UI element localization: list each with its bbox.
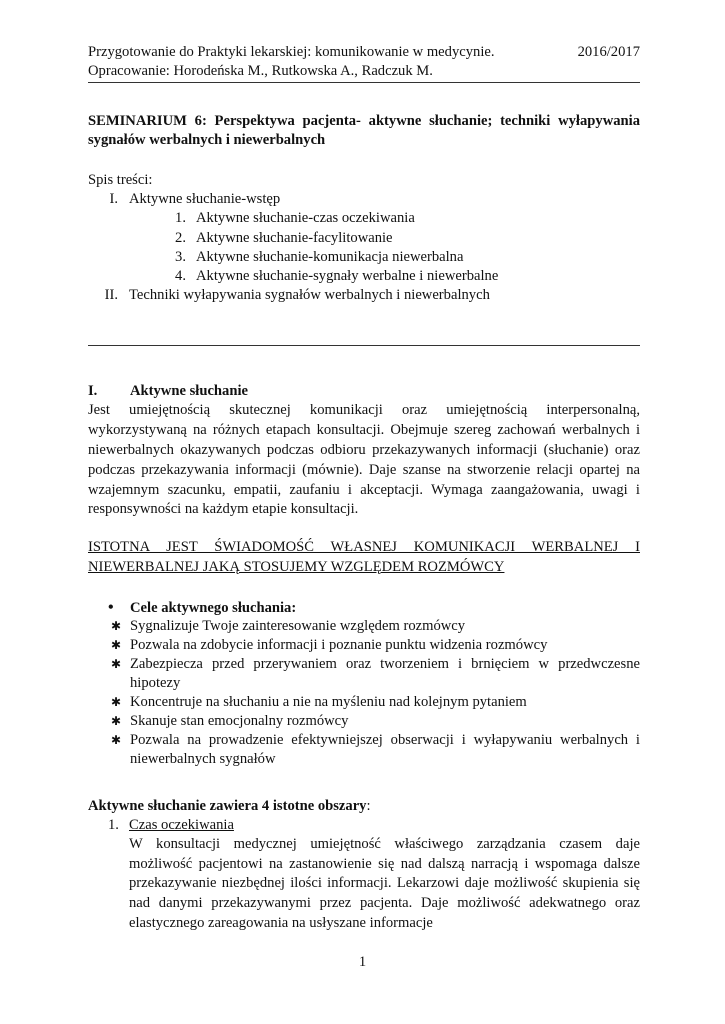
area-line: W konsultacji medycznej umiejętność właściwego zarządzania czasem daje xyxy=(129,836,640,852)
goals-heading xyxy=(108,598,296,618)
asterisk-bullet-icon: ✱ xyxy=(111,619,122,633)
toc-item-text: Aktywne słuchanie-sygnały werbalne i niewerbalne xyxy=(196,268,499,285)
goals-list xyxy=(108,617,640,769)
toc-item-number: II. xyxy=(104,287,118,304)
area-line: elastycznego zareagowania na usłyszane informacje xyxy=(129,914,433,931)
toc-item xyxy=(0,190,725,209)
asterisk-bullet-icon: ✱ xyxy=(111,657,122,671)
section-number: I. xyxy=(88,383,98,399)
goal-item xyxy=(108,712,640,731)
toc-item xyxy=(0,248,725,267)
asterisk-bullet-icon: ✱ xyxy=(111,714,122,728)
goal-text: hipotezy xyxy=(130,675,181,691)
toc-item-number: 1. xyxy=(175,210,186,227)
asterisk-bullet-icon: ✱ xyxy=(111,733,122,747)
area-line: nad danymi przekazywanymi przez pacjenta. Daje możliwość adekwatnego oraz xyxy=(129,895,640,912)
toc-item-number: 4. xyxy=(175,268,186,285)
goal-item xyxy=(108,655,640,693)
header-academic-year: 2016/2017 xyxy=(577,44,640,60)
toc-item-number: 3. xyxy=(175,248,186,265)
table-of-contents xyxy=(0,190,725,306)
intro-paragraph xyxy=(88,401,640,520)
goal-text: Pozwala na prowadzenie efektywniejszej obserwacji i wyłapywaniu werbalnych i xyxy=(130,732,640,748)
paragraph-line: podczas przekazywania informacji (mównie). Daje szanse na stworzenie relacji opartej na xyxy=(88,461,640,478)
goal-item xyxy=(108,693,640,712)
header-divider xyxy=(88,82,640,83)
emphasis-statement xyxy=(88,538,640,578)
area-label: Czas oczekiwania xyxy=(129,817,234,833)
toc-item xyxy=(0,229,725,248)
emphasis-line: ISTOTNA JEST ŚWIADOMOŚĆ WŁASNEJ KOMUNIKACJI WERBALNEJ I xyxy=(88,539,640,555)
goal-item xyxy=(108,636,640,655)
emphasis-line: NIEWERBALNEJ JAKĄ STOSUJEMY WZGLĘDEM ROZMÓWCY xyxy=(88,558,505,575)
toc-item-text: Techniki wyłapywania sygnałów werbalnych i niewerbalnych xyxy=(129,287,490,304)
paragraph-line: wzajemnym szacunku, empatii, zaufaniu i akceptacji. Wymaga zaangażowania, uwagi i xyxy=(88,481,640,498)
header-authors: Opracowanie: Horodeńska M., Rutkowska A., Radczuk M. xyxy=(88,63,433,79)
paragraph-line: Jest umiejętnością skutecznej komunikacji oraz umiejętnością interpersonalną, xyxy=(88,402,640,418)
section-heading xyxy=(88,382,248,401)
asterisk-bullet-icon: ✱ xyxy=(111,695,122,709)
area-number: 1. xyxy=(108,817,119,833)
areas-heading-text: Aktywne słuchanie zawiera 4 istotne obszary xyxy=(88,798,367,814)
asterisk-bullet-icon: ✱ xyxy=(111,638,122,652)
paragraph-line: niewerbalnych okazywanych podczas odbioru przekazywanych informacji (słuchanie) oraz xyxy=(88,441,640,458)
area-description xyxy=(129,835,640,933)
page-number: 1 xyxy=(358,954,367,970)
toc-item xyxy=(0,209,725,228)
seminar-title: SEMINARIUM 6: Perspektywa pacjenta- aktywne słuchanie; techniki wyłapywania sygnałów werbalnych i niewerbalnych xyxy=(88,113,640,148)
goal-text: Sygnalizuje Twoje zainteresowanie względem rozmówcy xyxy=(130,618,466,634)
goal-text: Pozwala na zdobycie informacji i poznanie punktu widzenia rozmówcy xyxy=(130,637,548,653)
toc-item-number: 2. xyxy=(175,229,186,246)
toc-item-number: I. xyxy=(109,191,118,207)
toc-item-text: Aktywne słuchanie-komunikacja niewerbalna xyxy=(196,248,464,265)
header-course-title: Przygotowanie do Praktyki lekarskiej: komunikowanie w medycynie. xyxy=(88,44,495,60)
bullet-icon: • xyxy=(108,599,114,616)
page-header xyxy=(88,43,640,81)
goal-text: niewerbalnych sygnałów xyxy=(130,751,276,767)
area-line: przekazywanie niezbędnej ilości informacji. Lekarzowi daje możliwość skupienia się xyxy=(129,875,640,892)
section-divider xyxy=(88,345,640,346)
goal-text: Skanuje stan emocjonalny rozmówcy xyxy=(130,713,349,729)
toc-item-text: Aktywne słuchanie-czas oczekiwania xyxy=(196,210,415,227)
areas-heading xyxy=(88,797,371,816)
paragraph-line: wykorzystywaną na różnych etapach konsultacji. Obejmuje szereg zachowań werbalnych i xyxy=(88,421,640,438)
toc-label: Spis treści: xyxy=(88,172,153,188)
areas-heading-colon: : xyxy=(366,798,371,814)
goal-item xyxy=(108,617,640,636)
area-line: możliwość pacjentowi na zastanowienie się nad dalszą narracją i wspomaga dalsze xyxy=(129,855,640,872)
goal-item xyxy=(108,731,640,769)
section-title: Aktywne słuchanie xyxy=(130,383,248,399)
toc-item-text: Aktywne słuchanie-facylitowanie xyxy=(196,229,393,246)
paragraph-line: responsywności na każdym etapie konsultacji. xyxy=(88,501,359,518)
goal-text: Zabezpiecza przed przerywaniem oraz tworzeniem i brnięciem w przedwczesne xyxy=(130,656,640,672)
toc-item xyxy=(0,286,725,305)
toc-item-text: Aktywne słuchanie-wstęp xyxy=(129,191,281,207)
goal-text: Koncentruje na słuchaniu a nie na myśleniu nad kolejnym pytaniem xyxy=(130,694,527,710)
goals-heading-text: Cele aktywnego słuchania: xyxy=(130,600,297,616)
toc-item xyxy=(0,267,725,286)
